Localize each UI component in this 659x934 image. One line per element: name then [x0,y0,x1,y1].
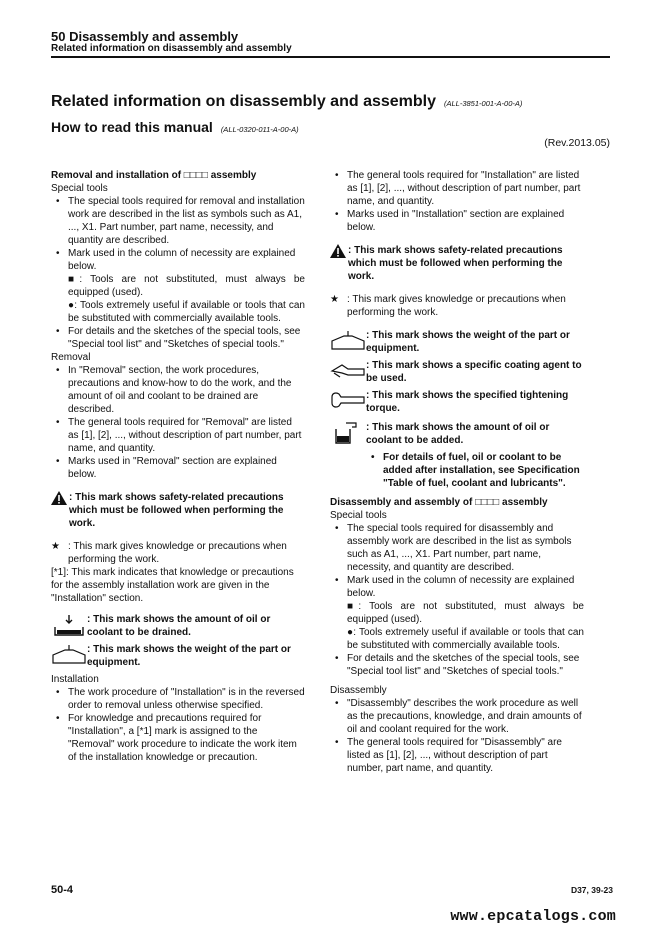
running-header-title: 50 Disassembly and assembly [51,29,239,44]
torque-note: : This mark shows the specified tightening torque. [330,389,584,415]
oil-refill-icon [330,421,366,445]
removal-label: Removal [51,352,91,363]
list-item: • The general tools required for "Removal" are listed as [1], [2], ..., without description of part number, part name, and quantity. [51,416,305,455]
watermark-url: www.epcatalogs.com [450,908,616,925]
disassembly-label: Disassembly [330,685,387,696]
revision: (Rev.2013.05) [544,137,610,149]
knowledge-note: ★ : This mark gives knowledge or precautions when performing the work. [330,294,566,318]
disassembly-list [330,697,584,775]
star-icon: ★ [51,541,60,552]
left-special-tools-list [51,195,305,351]
wrench-icon [330,389,366,413]
subtitle-ref: (ALL-0320-011-A-00-A) [220,125,299,134]
installation-label: Installation [51,674,99,685]
removal-list [51,364,305,481]
list-item: ■: Tools are not substituted, must always be equipped (used). [68,274,305,298]
right-heading: Disassembly and assembly of □□□□ assembly [330,497,548,508]
page-title: Related information on disassembly and assembly (ALL-3851-001-A-00-A) [51,93,523,110]
knowledge-note: ★ : This mark gives knowledge or precautions when performing the work. [51,541,287,565]
install-ref-note: [*1]: This mark indicates that knowledge or precautions for the assembly installation work are given in the "Installation" section. [51,567,294,604]
list-item: • Marks used in "Removal" section are explained below. [51,455,305,481]
weight-note: : This mark shows the weight of the part or equipment. [51,643,305,669]
right-special-tools-label: Special tools [330,510,387,521]
list-item: • The special tools required for disassembly and assembly work are described in the list as symbols such as A1, ..., X1. Part number, part name, necessity, and quantity are described. [330,522,584,574]
weight-icon [51,643,87,667]
list-item: ●: Tools extremely useful if available or tools that can be substituted with commercially available tools. [347,627,584,651]
warning-icon [51,491,67,505]
coating-agent-icon [330,359,366,383]
right-column [330,169,584,775]
list-item: • Mark used in the column of necessity are explained below. [330,574,584,600]
list-item: • "Disassembly" describes the work procedure as well as the precautions, knowledge, and drain amounts of oil and coolant required for the work. [330,697,584,736]
list-item: • The work procedure of "Installation" is in the reversed order to removal unless otherwise specified. [51,686,305,712]
left-column [51,169,305,764]
running-header-subtitle: Related information on disassembly and assembly [51,43,292,54]
list-item: • For details and the sketches of the special tools, see "Special tool list" and "Sketches of special tools." [330,652,584,678]
list-item: • For details and the sketches of the special tools, see "Special tool list" and "Sketches of special tools." [51,325,305,351]
list-item: • For details of fuel, oil or coolant to be added after installation, see Specification "Table of fuel, coolant and lubricants". [366,451,584,490]
section-title: How to read this manual (ALL-0320-011-A-00-A) [51,119,299,135]
weight-icon [330,329,366,353]
coating-note: : This mark shows a specific coating agent to be used. [330,359,584,385]
drain-note: : This mark shows the amount of oil or coolant to be drained. [51,613,305,639]
header-rule [51,56,610,58]
oil-drain-icon [51,613,87,637]
list-item: • Marks used in "Installation" section are explained below. [330,208,584,234]
installation-list [51,686,305,764]
list-item: • In "Removal" section, the work procedures, precautions and know-how to do the work, and the amount of oil and coolant to be drained are described. [51,364,305,416]
model-label: D37, 39-23 [570,885,613,895]
star-icon: ★ [330,294,339,305]
title-ref: (ALL-3851-001-A-00-A) [444,99,523,108]
list-item: • Mark used in the column of necessity are explained below. [51,247,305,273]
list-item: ●: Tools extremely useful if available or tools that can be substituted with commercially available tools. [68,300,305,324]
safety-note: : This mark shows safety-related precautions which must be followed when performing the work. [330,244,584,283]
list-item: ■: Tools are not substituted, must always be equipped (used). [347,601,584,625]
list-item: • The general tools required for "Installation" are listed as [1], [2], ..., without description of part number, part name, and quantity. [330,169,584,208]
right-special-tools-list [330,522,584,678]
left-heading: Removal and installation of □□□□ assembly [51,170,257,181]
page-number: 50-4 [51,884,74,896]
list-item: • The special tools required for removal and installation work are described in the list as symbols such as A1, ..., X1. Part number, part name, necessity, and quantity are described. [51,195,305,247]
list-item: • The general tools required for "Disassembly" are listed as [1], [2], ..., without description of part number, part name, and quantity. [330,736,584,775]
safety-note: : This mark shows safety-related precautions which must be followed when performing the work. [51,491,305,530]
weight-note: : This mark shows the weight of the part or equipment. [330,329,584,355]
left-special-tools-label: Special tools [51,183,108,194]
refill-sublist [330,451,584,490]
warning-icon [330,244,346,258]
list-item: • For knowledge and precautions required for "Installation", a [*1] mark is assigned to the "Removal" work procedure to indicate the work item of the installation knowledge or precaution. [51,712,305,764]
installation-cont-list [330,169,584,234]
refill-note: : This mark shows the amount of oil or coolant to be added. [330,421,584,447]
